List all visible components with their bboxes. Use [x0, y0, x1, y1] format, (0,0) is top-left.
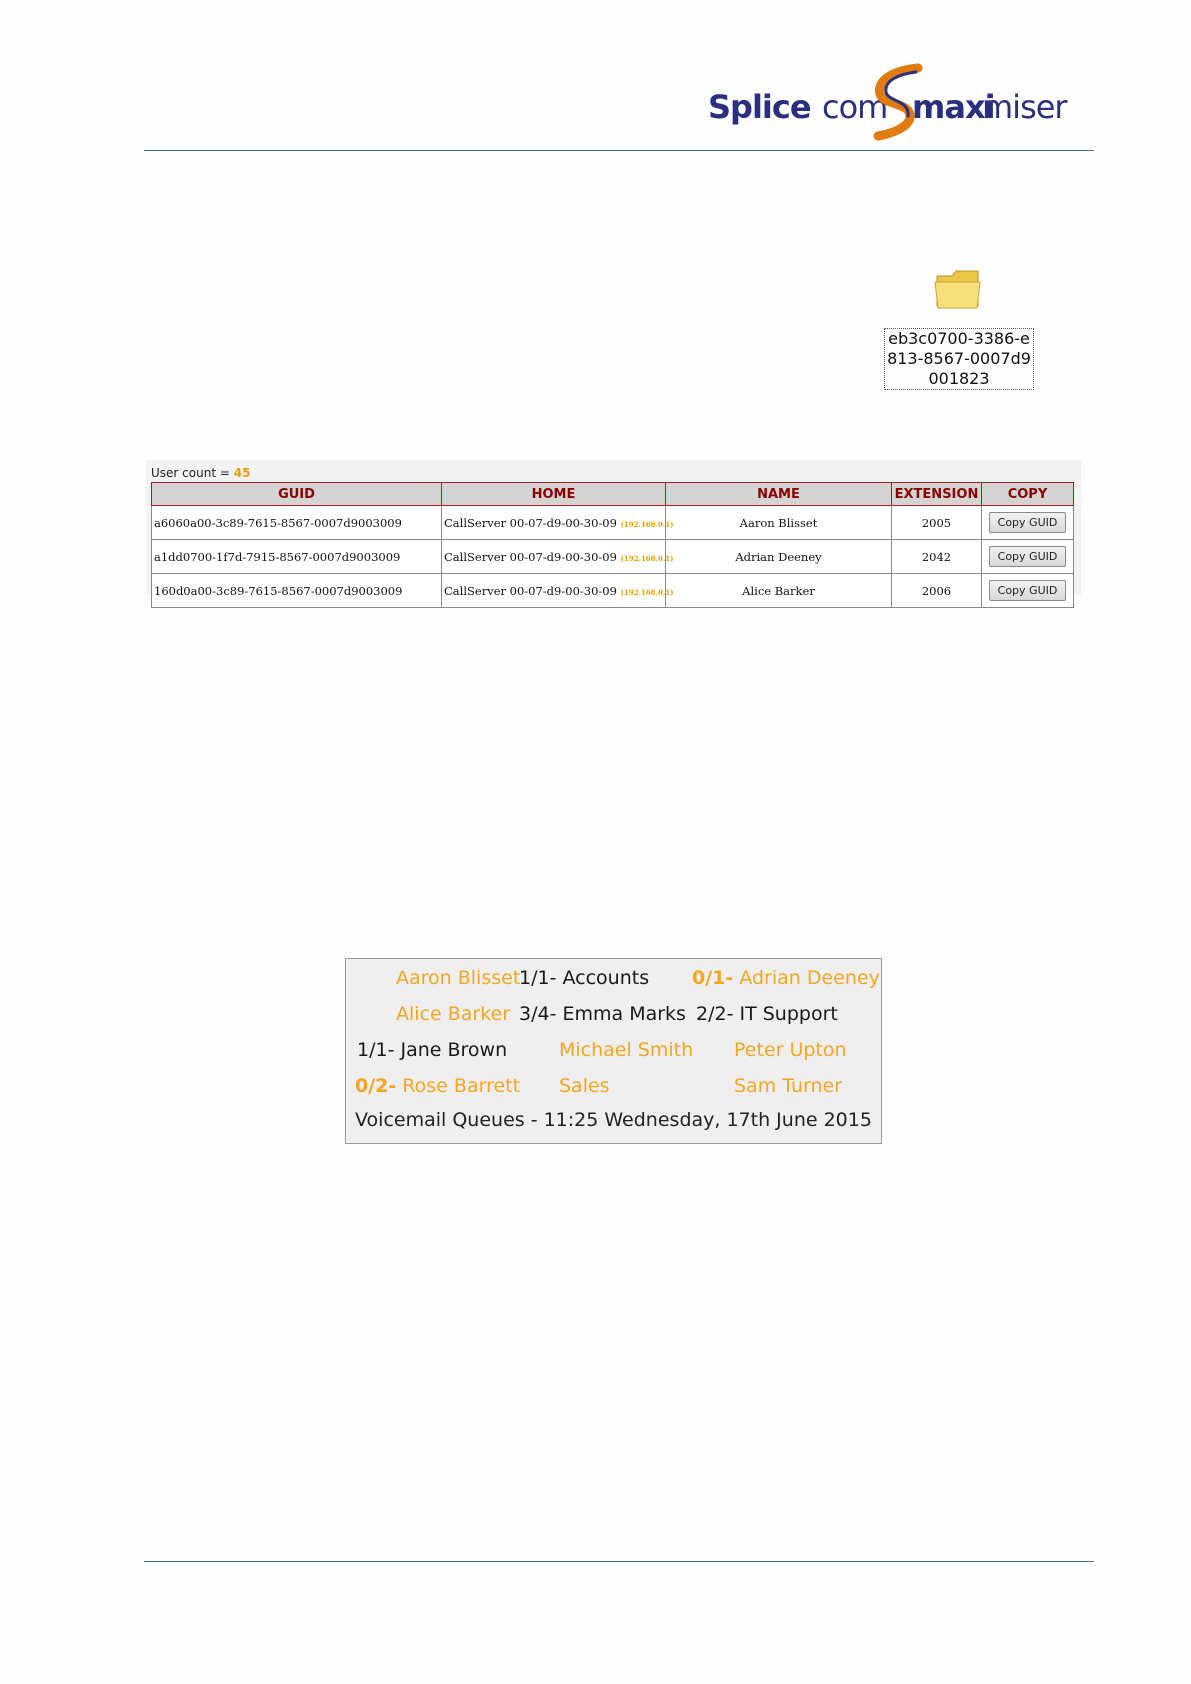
column-header-name[interactable]: NAME: [666, 483, 892, 506]
home-text: CallServer 00-07-d9-00-30-09: [444, 549, 617, 564]
vm-queue-item[interactable]: [696, 1003, 838, 1025]
name-cell: Aaron Blisset: [666, 506, 892, 540]
home-text: CallServer 00-07-d9-00-30-09: [444, 515, 617, 530]
vm-queue-name: Accounts: [562, 967, 650, 989]
home-cell: [442, 574, 674, 608]
voicemail-queues-panel: [345, 958, 882, 1144]
guid-cell: a6060a00-3c89-7615-8567-0007d9003009: [152, 506, 442, 540]
vm-queue-name: Alice Barker: [396, 1003, 511, 1025]
folder-icon[interactable]: [934, 268, 982, 312]
column-header-guid[interactable]: GUID: [152, 483, 442, 506]
folder-name-label[interactable]: eb3c0700-3386-e813-8567-0007d9001823: [884, 328, 1034, 390]
vm-queue-item[interactable]: [357, 1039, 507, 1061]
user-guid-panel: [146, 460, 1081, 598]
extension-cell: 2042: [892, 540, 982, 574]
vm-queue-item[interactable]: [396, 967, 520, 989]
extension-cell: 2005: [892, 506, 982, 540]
column-header-home[interactable]: HOME: [442, 483, 666, 506]
vm-queue-item[interactable]: [559, 1039, 693, 1061]
home-cell: [442, 540, 674, 574]
name-cell: Alice Barker: [666, 574, 892, 608]
guid-cell: a1dd0700-1f7d-7915-8567-0007d9003009: [152, 540, 442, 574]
table-row: [152, 540, 1074, 574]
column-header-extension[interactable]: EXTENSION: [892, 483, 982, 506]
vm-queue-item[interactable]: [519, 967, 649, 989]
vm-queue-item[interactable]: [559, 1075, 610, 1097]
vm-queue-name: Emma Marks: [562, 1003, 686, 1025]
vm-queue-count: 1/1-: [519, 967, 557, 989]
vm-queue-name: Adrian Deeney: [739, 967, 880, 989]
vm-queue-name: Sam Turner: [734, 1075, 843, 1097]
ip-address: (192.168.0.1): [620, 587, 674, 597]
name-cell: Adrian Deeney: [666, 540, 892, 574]
home-cell: [442, 506, 674, 540]
home-text: CallServer 00-07-d9-00-30-09: [444, 583, 617, 598]
vm-queue-count: 0/1-: [692, 967, 734, 989]
vm-queue-item[interactable]: [519, 1003, 686, 1025]
vm-queue-name: Peter Upton: [734, 1039, 847, 1061]
vm-queue-item[interactable]: [734, 1039, 847, 1061]
logo-text-com: com: [822, 88, 888, 126]
logo-text-miser: miser: [982, 88, 1067, 126]
copy-guid-button[interactable]: Copy GUID: [989, 512, 1067, 533]
guid-cell: 160d0a00-3c89-7615-8567-0007d9003009: [152, 574, 442, 608]
footer-divider: [144, 1561, 1094, 1562]
column-header-copy[interactable]: COPY: [982, 483, 1074, 506]
vm-queue-name: Sales: [559, 1075, 610, 1097]
table-row: [152, 506, 1074, 540]
vm-queue-count: 1/1-: [357, 1039, 395, 1061]
logo-text-splice: Splice: [708, 88, 811, 126]
splicecom-maximiser-logo: [700, 60, 1100, 144]
vm-queue-item[interactable]: [692, 967, 880, 989]
vm-queue-item[interactable]: [396, 1003, 510, 1025]
vm-queue-name: Michael Smith: [559, 1039, 694, 1061]
user-count-label: User count =: [151, 466, 234, 480]
user-count: [151, 466, 250, 480]
vm-queue-name: Jane Brown: [400, 1039, 508, 1061]
table-header-row: [152, 483, 1074, 506]
vm-queue-count: 0/2-: [355, 1075, 397, 1097]
copy-cell: [982, 574, 1074, 608]
header-divider: [144, 150, 1094, 151]
vm-queue-item[interactable]: [355, 1075, 520, 1097]
copy-guid-button[interactable]: Copy GUID: [989, 580, 1067, 601]
vm-queue-count: 2/2-: [696, 1003, 734, 1025]
vm-queue-count: 3/4-: [519, 1003, 557, 1025]
vm-queue-name: IT Support: [739, 1003, 838, 1025]
vm-queue-name: Aaron Blisset: [396, 967, 521, 989]
copy-cell: [982, 540, 1074, 574]
copy-cell: [982, 506, 1074, 540]
table-row: [152, 574, 1074, 608]
copy-guid-button[interactable]: Copy GUID: [989, 546, 1067, 567]
vm-queue-item[interactable]: [734, 1075, 842, 1097]
user-count-value: 45: [233, 466, 251, 480]
logo-text-maxi: maxi: [912, 88, 995, 126]
ip-address: (192.168.0.1): [620, 519, 674, 529]
extension-cell: 2006: [892, 574, 982, 608]
user-table: [151, 482, 1074, 608]
voicemail-queues-footer: Voicemail Queues - 11:25 Wednesday, 17th June 2015: [355, 1109, 872, 1131]
vm-queue-name: Rose Barrett: [402, 1075, 521, 1097]
ip-address: (192.168.0.1): [620, 553, 674, 563]
